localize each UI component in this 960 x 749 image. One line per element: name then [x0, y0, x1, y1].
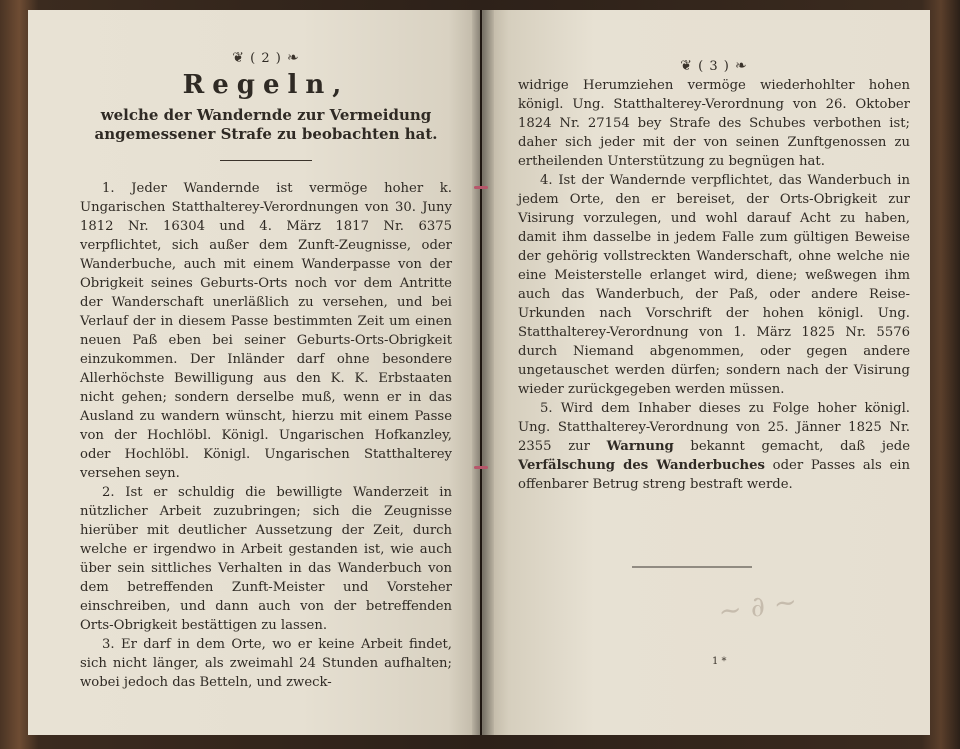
- rule-paragraph: widrige Herumziehen vermöge wiederhohlter hohen königl. Ung. Statthalterey-Verordnung von 26. Oktober 1824 Nr. 27154 bey Strafe des Schubes verbothen ist; daher sich jeder mit der von seinen Zunftgenossen zu ertheilenden Unterstützung zu begnügen hat.: [518, 78, 910, 169]
- page-title: Regeln,: [182, 70, 350, 100]
- rule-paragraph: 3. Er darf in dem Orte, wo er keine Arbeit findet, sich nicht länger, als zweimahl 24 Stunden aufhalten; wobei jedoch das Betteln, und zweck-: [80, 637, 452, 690]
- printed-rule: [632, 566, 752, 568]
- rule-paragraph: 2. Ist er schuldig die bewilligte Wanderzeit in nützlicher Arbeit zuzubringen; sich die Zeugnisse hierüber mit deutlicher Aussetzung der Zeit, durch welche er irgendwo in Arbeit gestanden ist, wie auch über sein sittliches Verhalten in das Wanderbuch von dem betreffenden Zunft-Meister und Vorsteher einschreiben, und dann auch von der betreffenden Orts-Obrigkeit bestättigen zu lassen.: [80, 485, 452, 633]
- rule-5-mid: bekannt gemacht, daß jede: [673, 439, 910, 454]
- right-page: [482, 10, 930, 735]
- page-number-text: ( 3 ): [698, 59, 730, 74]
- left-page: [28, 10, 480, 735]
- rule-5-lead: 5. Wird dem Inhaber dieses zu Folge hoher königl. Ung. Statthalterey-Verordnung von 25. Jänner 1825 Nr. 2355 zur: [518, 401, 910, 454]
- emphasis-falsification: Verfälschung des Wanderbuches: [518, 458, 765, 473]
- show-through-signature: ~ ∂ ~: [716, 584, 800, 629]
- binding-thread: [474, 186, 488, 189]
- rule-paragraph: 4. Ist der Wandernde verpflichtet, das Wanderbuch in jedem Orte, den er bereiset, der Orts-Obrigkeit zur Visirung vorzulegen, und wohl darauf Acht zu haben, damit ihm dasselbe in jedem Falle zum gültigen Beweise der gehörig vollstreckten Wanderschaft, ohne welche nie eine Meisterstelle erlanget wird, diene; weßwegen ihm auch das Wanderbuch, der Paß, oder andere Reise-Urkunden nach Vorschrift der hohen königl. Ung. Statthalterey-Verordnung von 1. März 1825 Nr. 5576 durch Niemand abgenommen, oder gegen andere ungetauschet werden dürfen; sondern nach der Visirung wieder zurückgegeben werden müssen.: [518, 173, 910, 397]
- rule-paragraph: 1. Jeder Wandernde ist vermöge hoher k. Ungarischen Statthalterey-Verordnungen von 30. Juny 1812 Nr. 16304 und 4. März 1817 Nr. 6375 verpflichtet, sich außer dem Zunft-Zeugnisse, oder Wanderbuche, auch mit einem Wanderpasse von der Obrigkeit seines Geburts-Orts noch vor dem Antritte der Wanderschaft unerläßlich zu versehen, und bei Verlauf der in diesem Passe bestimmten Zeit um einen neuen Paß eben bei seiner Geburts-Orts-Obrigkeit einzukommen. Der Inländer darf ohne besondere Allerhöchste Bewilligung aus den K. K. Erbstaaten nicht gehen; sondern derselbe muß, wenn er in das Ausland zu wandern wünscht, hierzu mit einem Passe von der Hochlöbl. Königl. Ungarischen Hofkanzley, oder Hochlöbl. Königl. Ungarischen Statthalterey versehen seyn.: [80, 181, 452, 481]
- ornament-icon: ❧: [734, 58, 748, 74]
- binding-thread: [474, 466, 488, 469]
- page-number-text: ( 2 ): [250, 51, 282, 66]
- page-number-right: [518, 58, 910, 74]
- ornament-icon: ❧: [286, 50, 300, 66]
- rule-paragraph-5: [518, 399, 910, 494]
- rules-text-left: [80, 179, 452, 692]
- folio-mark: 1 *: [712, 656, 727, 667]
- divider: [220, 160, 312, 161]
- ornament-icon: ❦: [232, 50, 246, 66]
- emphasis-warnung: Warnung: [606, 439, 674, 454]
- book-gutter: [472, 10, 494, 735]
- rules-text-right: [518, 76, 910, 494]
- page-number-left: [80, 50, 452, 66]
- ornament-icon: ❦: [680, 58, 694, 74]
- page-subtitle: welche der Wandernde zur Vermeidung angemessener Strafe zu beobachten hat.: [94, 106, 438, 143]
- rule-5-tail: oder Passes als ein offenbarer Betrug streng bestraft werde.: [518, 458, 910, 492]
